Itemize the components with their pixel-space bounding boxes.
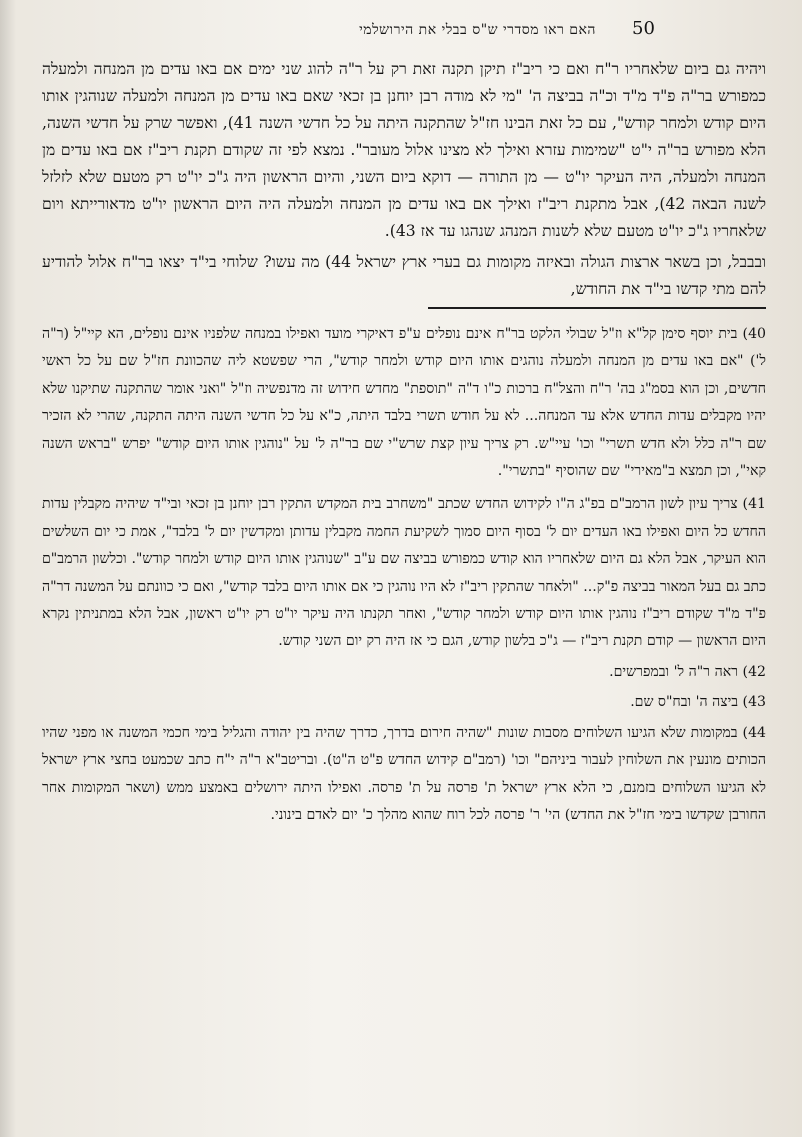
footnote-42: 42) ראה ר"ה ל' ובמפרשים. [609, 663, 766, 680]
binding-shadow [0, 0, 16, 1137]
footnote-divider [428, 307, 766, 309]
body-paragraph: ובבבל, וכן בשאר ארצות הגולה ובאיזה מקומות גם בערי ארץ ישראל 44) מה עשו? שלוחי בי"ד יצאו בר"ח אלול להודיע להם מתי קדשו בי"ד את החודש, [42, 253, 766, 298]
page-number: 50 [632, 18, 655, 39]
running-head [42, 12, 766, 52]
main-text [42, 56, 766, 303]
footnote-41: 41) צריך עיון לשון הרמב"ם בפ"ג ה"ו לקידוש החדש שכתב "משחרב בית המקדש התקין רבן יוחנן בן זכאי ובי"ד שיהיה מקבלין עדות החדש כל היום ואפילו באו העדים יום ל' בסוף היום סמוך לשקיעת החמה מקבלין עדותן ומקדשין יום ל' בלבד", אמת כי יום השלשים הוא העיקר, אבל הלא גם היום שלאחריו הוא קודש כמפורש בביצה שם ע"ב "שנוהגין אותו היום קודש ולמחר קודש". וכלשון הרמב"ם כתב גם בעל המאור בביצה פ"ק... "ולאחר שהתקין ריב"ז לא היו נוהגין כי אם אותו היום בלבד קודש", ואם כי כוונתם על המשנה דר"ה פ"ד מ"ד שקודם ריב"ז נוהגין אותו היום קודש ולמחר קודש", ואחר תקנתו היה עיקר יו"ט רק יו"ט ראשון, אבל הלא במתניתין נקרא היום הראשון — קודם תקנת ריב"ז — ג"כ בלשון קודש, הגם כי אז היה רק יום השני קודש. [42, 496, 766, 650]
running-title: האם ראו מסדרי ש"ס בבלי את הירושלמי [359, 22, 596, 38]
body-paragraph: ויהיה גם ביום שלאחריו ר"ח ואם כי ריב"ז תיקן תקנה זאת רק על ר"ה להוג שני ימים אם באו עדים מן המנחה ולמעלה כמפורש בר"ה פ"ד מ"ד וכ"ה בביצה ה' "מי לא מודה רבן יוחנן בן זכאי שאם באו עדים מן המנחה ולמעלה שנוהגין אותו היום קודש ולמחר קודש", עם כל זאת הבינו חז"ל שהתקנה היתה על כל חדשי השנה 41), ואפשר שרק על חדשי השנה, הלא מפורש בר"ה י"ט "שמימות עזרא ואילך לא מצינו אלול מעובר". נמצא לפי זה שקודם תקנת ריב"ז אם באו עדים מן המנחה ולמעלה, היה העיקר יו"ט — מן התורה — דוקא ביום השני, והיום הראשון היה ג"כ יו"ט רק מטעם שלא לזלזל לשנה הבאה 42), אבל מתקנת ריב"ז ואילך אם באו עדים מן המנחה ולמעלה היה היום הראשון יו"ט מדאורייתא ויום שלאחריו ג"כ יו"ט מטעם שלא לשנות המנהג שנהגו עד אז 43). [42, 60, 766, 240]
footnote-44: 44) במקומות שלא הגיעו השלוחים מסבות שונות "שהיה חירום בדרך, כדרך שהיה בין יהודה והגליל בימי חכמי המשנה או מפני שהיו הכותים מונעין את השלוחין לעבור ביניהם" וכו' (רמב"ם קידוש החדש פ"ט ה"ט). ובריטב"א ר"ה י"ח כתב שכמעט בחצי ארץ ישראל לא הגיעו השלוחים בזמנם, כי הלא ארץ ישראל ת' פרסה על ת' פרסה. ואפילו היתה ירושלים באמצע ממש (ושאר המקומות אחר החורבן שקדשו בימי חז"ל את החדש) הי' ר' פרסה לכל רוח שהוא מהלך כ' יום לאדם בינוני. [42, 724, 766, 823]
footnote-40: 40) בית יוסף סימן קל"א וז"ל שבולי הלקט בר"ח אינם נופלים ע"פ דאיקרי מועד ואפילו במנחה שלפניו אינם נופלים, הא קיי"ל (ר"ה ל') "אם באו עדים מן המנחה ולמעלה נוהגים אותו היום קודש ולמחר קודש", הרי שפשטא ליה שהכוונת חז"ל שם על כל ראשי חדשים, וכן הוא בסמ"ג בה' ר"ח והצל"ח ברכות כ"ו ד"ה "תוספת" מחדש חידוש זה מדנפשיה וז"ל "ואני אומר שהתקנה שתיקנו שלא יהיו מקבלים עדות החדש אלא עד המנחה... לא על חודש תשרי בלבד היתה, כ"א על כל חדשי השנה היתה התקנה, שהרי לא הזכיר שם ר"ה כלל ולא חדש תשרי" וכו' עיי"ש. רק צריך עיון קצת שרש"י שם בר"ה ל' על "נוהגין אותו היום קודש" יפרש "בראש השנה קאי", וכן תמצא ב"מאירי" שם שהוסיף "בתשרי". [42, 326, 767, 480]
footnotes [42, 321, 766, 829]
footnote-43: 43) ביצה ה' ובח"ס שם. [630, 694, 766, 711]
